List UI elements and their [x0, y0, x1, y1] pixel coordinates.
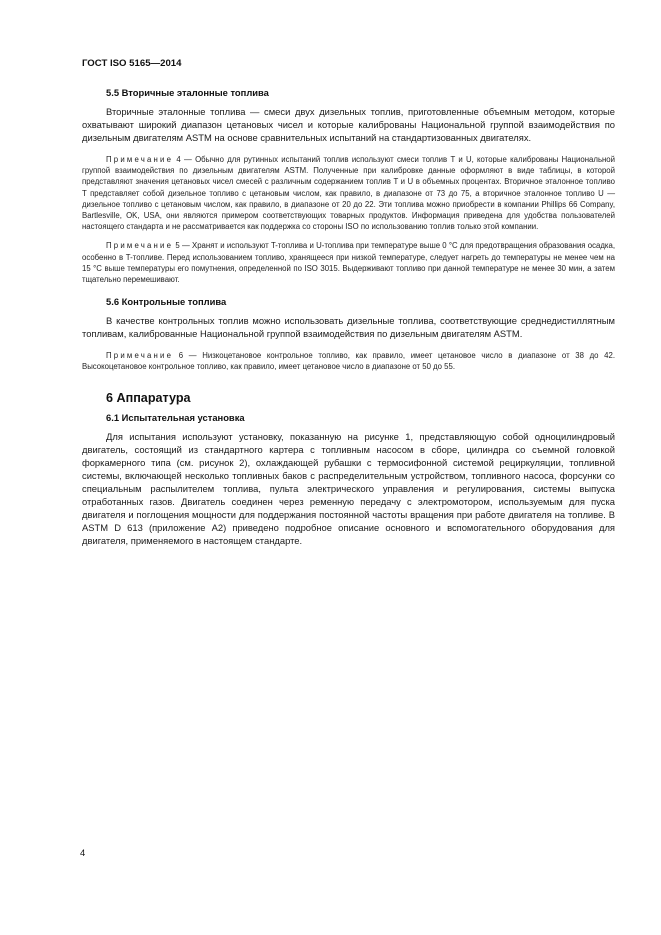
note-6 — [82, 350, 615, 372]
note-5 — [82, 240, 615, 285]
note-5-text: 5 — Хранят и используют T-топлива и U-топлива при температуре выше 0 °C для предотвращения образования осадка, особенно в T-топливе. Перед использованием топливо, хранящееся при низкой температуре, следует нагреть до температуры не менее чем на 15 °C выше температуры его помутнения, определенной по ISO 3015. Выдерживают топливо при данной температуре не менее 30 мин, а затем тщательно перемешивают. — [82, 241, 615, 285]
document-header: ГОСТ ISO 5165—2014 — [82, 58, 182, 69]
section-6-1-heading: 6.1 Испытательная установка — [106, 411, 245, 423]
note-4-label: Примечание — [106, 155, 174, 164]
note-6-text: 6 — Низкоцетановое контрольное топливо, как правило, имеет цетановое число в диапазоне от 38 до 42. Высокоцетановое контрольное топливо, как правило, имеет цетановое число в диапазоне от 50 до 55. — [82, 351, 615, 372]
section-5-5-heading: 5.5 Вторичные эталонные топлива — [106, 87, 269, 98]
note-4-text: 4 — Обычно для рутинных испытаний топлив используют смеси топлив T и U, которые калиброваны Национальной группой взаимодействия по дизельным двигателям ASTM. Полученные при калибровке данные оформляют в виде таблицы, в которой представляют значения цетановых чисел смесей с различным содержанием топлив T и U в объемных процентах. Вторичное эталонное топливо T представляет собой дизельное топливо с цетановым числом, как правило, в диапазоне от 73 до 75, а вторичное эталонное топливо U — дизельное топливо с цетановым числом, как правило, в диапазоне от 20 до 22. Эти топлива можно приобрести в компании Phillips 66 Company, Bartlesville, OK, USA, они являются примером соответствующих товарных продуктов. Информация приведена для удобства пользователей настоящего стандарта и не рассматривается как поддержка со стороны ISO по использованию топлив только этой компании. — [82, 155, 615, 232]
section-5-6-heading: 5.6 Контрольные топлива — [106, 296, 227, 308]
document-page — [82, 58, 615, 928]
page-number: 4 — [80, 847, 86, 858]
section-6-heading: 6 Аппаратура — [106, 390, 191, 405]
note-5-label: Примечание — [106, 241, 174, 251]
section-5-5-paragraph: Вторичные эталонные топлива — смеси двух дизельных топлив, приготовленные объемным методом, которые охватывают широкий диапазон цетановых чисел и которые калиброваны Национальной группой взаимодействия по дизельным двигателям ASTM на основе сравнительных испытаний на стандартизованных двигателях. — [82, 106, 615, 143]
section-6-1-paragraph: Для испытания используют установку, показанную на рисунке 1, представляющую собой одноцилиндровый двигатель, состоящий из стандартного картера с топливным насосом в сборе, цилиндра со съемной головкой форкамерного типа (см. рисунок 2), охлаждающей рубашки с термосифонной системой рециркуляции, топливной системы, включающей несколько топливных баков с распределительным устройством, топливного насоса, форсунки со специальным распылителем топлива, пульта электрического управления и регулирования, системы выпуска отработанных газов. Двигатель соединен через ременную передачу с электромотором, используемым для пуска двигателя и поглощения мощности для поддержания постоянной частоты вращения при работе двигателя на топливе. В ASTM D 613 (приложение A2) приведено подробное описание основного и вспомогательного оборудования для двигателя, применяемого в настоящем стандарте. — [82, 430, 615, 546]
note-4 — [82, 154, 615, 232]
note-6-label: Примечание — [106, 351, 174, 361]
section-5-6-paragraph: В качестве контрольных топлив можно использовать дизельные топлива, соответствующие среднедистиллятным топливам, калиброванные Национальной группой взаимодействия по дизельным двигателям ASTM. — [82, 315, 615, 340]
